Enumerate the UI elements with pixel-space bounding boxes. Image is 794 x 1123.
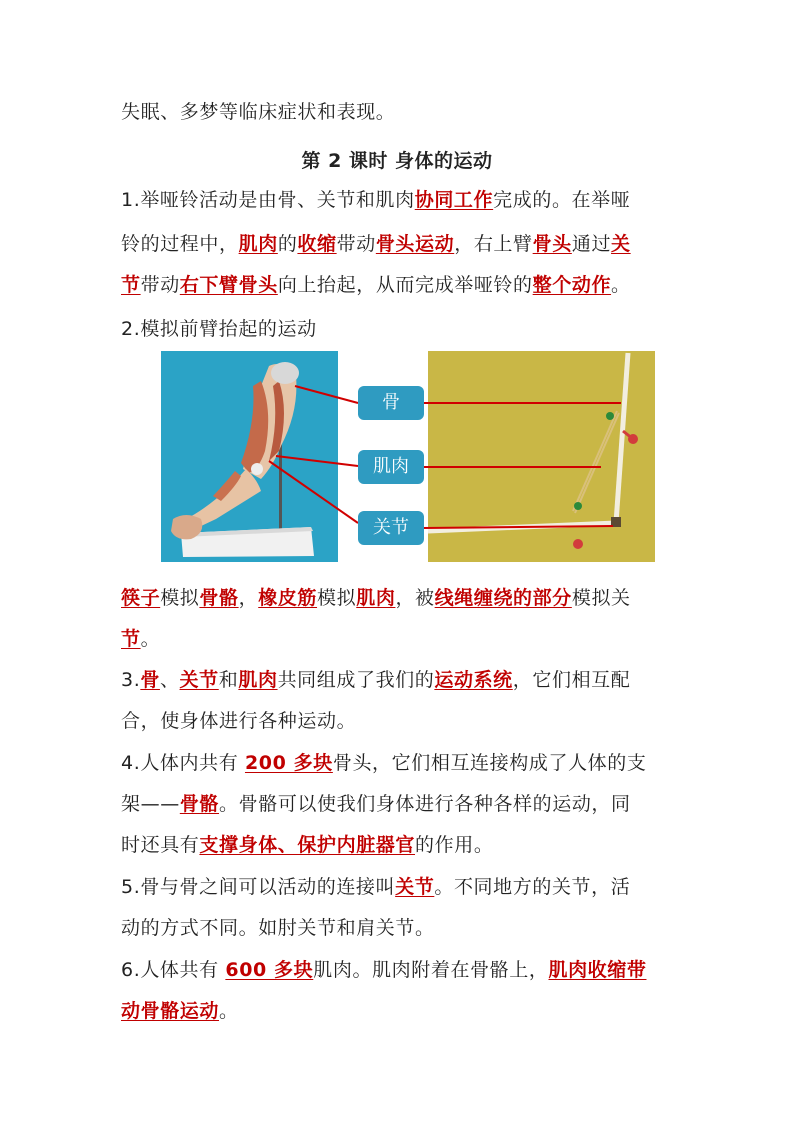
p5-line-2 — [121, 915, 435, 941]
text: 、 — [159, 669, 180, 691]
keyword: 节 — [121, 628, 141, 650]
keyword: 骨骼 — [179, 793, 220, 815]
keyword: 收缩 — [297, 233, 337, 255]
keyword: 关节 — [395, 876, 435, 898]
text: 。 — [140, 628, 161, 650]
text: 模拟 — [160, 587, 200, 609]
keyword: 200 多块 — [244, 752, 333, 774]
keyword: 橡皮筋 — [258, 587, 318, 609]
text: 2.模拟前臂抬起的运动 — [121, 318, 317, 340]
text: 肌肉。肌肉附着在骨骼上， — [313, 959, 549, 981]
keyword: 运动系统 — [434, 669, 513, 691]
p2b-line-2 — [121, 626, 160, 652]
keyword: 肌肉 — [356, 587, 396, 609]
p6-line-1 — [121, 957, 646, 983]
intro-tail-line — [121, 99, 395, 125]
keyword: 骨骼 — [199, 587, 239, 609]
keyword: 支撑身体、保护内脏器官 — [199, 834, 416, 856]
label-joint: 关节 — [358, 511, 424, 545]
text: 模拟关 — [571, 587, 631, 609]
label-muscle: 肌肉 — [358, 450, 424, 484]
text: ，被 — [395, 587, 435, 609]
keyword: 骨头 — [532, 233, 572, 255]
text: ， — [238, 587, 259, 609]
p4-line-3 — [121, 832, 493, 858]
keyword: 肌肉 — [238, 233, 278, 255]
text: ，它们相互配 — [512, 669, 631, 691]
p3-line-1 — [121, 667, 630, 693]
text: 模拟 — [317, 587, 357, 609]
keyword: 动骨骼运动 — [121, 1000, 220, 1022]
text: 。 — [611, 274, 631, 296]
text: 时还具有 — [121, 834, 200, 856]
keyword: 肌肉收缩带 — [548, 959, 647, 981]
text: 3. — [121, 669, 141, 691]
text: 1.举哑铃活动是由骨、关节和肌肉 — [121, 189, 415, 211]
text: 6.人体共有 — [121, 959, 226, 981]
text: 4.人体内共有 — [121, 752, 245, 774]
p6-line-2 — [121, 998, 239, 1024]
p1-line-2 — [121, 231, 631, 257]
text: 带动 — [336, 233, 376, 255]
arm-model-figure — [161, 351, 655, 562]
keyword: 整个动作 — [532, 274, 612, 296]
text: 。骨骼可以使我们身体进行各种各样的运动，同 — [219, 793, 631, 815]
text: 通过 — [571, 233, 612, 255]
keyword: 关节 — [179, 669, 219, 691]
text: 的 — [277, 233, 298, 255]
text: 失眠、多梦等临床症状和表现。 — [121, 101, 396, 123]
keyword: 肌肉 — [238, 669, 278, 691]
keyword: 节 — [121, 274, 141, 296]
text: 。 — [219, 1000, 239, 1022]
text: 向上抬起，从而完成举哑铃的 — [277, 274, 533, 296]
keyword: 骨头运动 — [375, 233, 455, 255]
p3-line-2 — [121, 708, 356, 734]
keyword: 骨 — [140, 669, 160, 691]
text: 架—— — [121, 793, 180, 815]
label-bone: 骨 — [358, 386, 424, 420]
p1-line-1 — [121, 187, 630, 213]
text: 共同组成了我们的 — [277, 669, 435, 691]
keyword: 关 — [611, 233, 631, 255]
text: 带动 — [140, 274, 180, 296]
p4-line-1 — [121, 750, 646, 776]
p5-line-1 — [121, 874, 630, 900]
text: 5.骨与骨之间可以活动的连接叫 — [121, 876, 396, 898]
keyword: 线绳缠绕的部分 — [434, 587, 572, 609]
text: 铃的过程中， — [121, 233, 239, 255]
keyword: 右下臂骨头 — [179, 274, 278, 296]
text: ，右上臂 — [454, 233, 533, 255]
text: 完成的。在举哑 — [493, 189, 631, 211]
p4-line-2 — [121, 791, 631, 817]
text: 动的方式不同。如肘关节和肩关节。 — [121, 917, 435, 939]
text: 的作用。 — [415, 834, 494, 856]
text: 。不同地方的关节，活 — [434, 876, 631, 898]
p2-line-1 — [121, 316, 317, 342]
keyword: 协同工作 — [414, 189, 494, 211]
section-title: 第 2 课时 身体的运动 — [301, 150, 493, 172]
p2b-line-1 — [121, 585, 631, 611]
keyword: 600 多块 — [225, 959, 314, 981]
text: 骨头，它们相互连接构成了人体的支 — [332, 752, 647, 774]
text: 合，使身体进行各种运动。 — [121, 710, 357, 732]
keyword: 筷子 — [121, 587, 161, 609]
p1-line-3 — [121, 272, 631, 298]
text: 和 — [218, 669, 239, 691]
